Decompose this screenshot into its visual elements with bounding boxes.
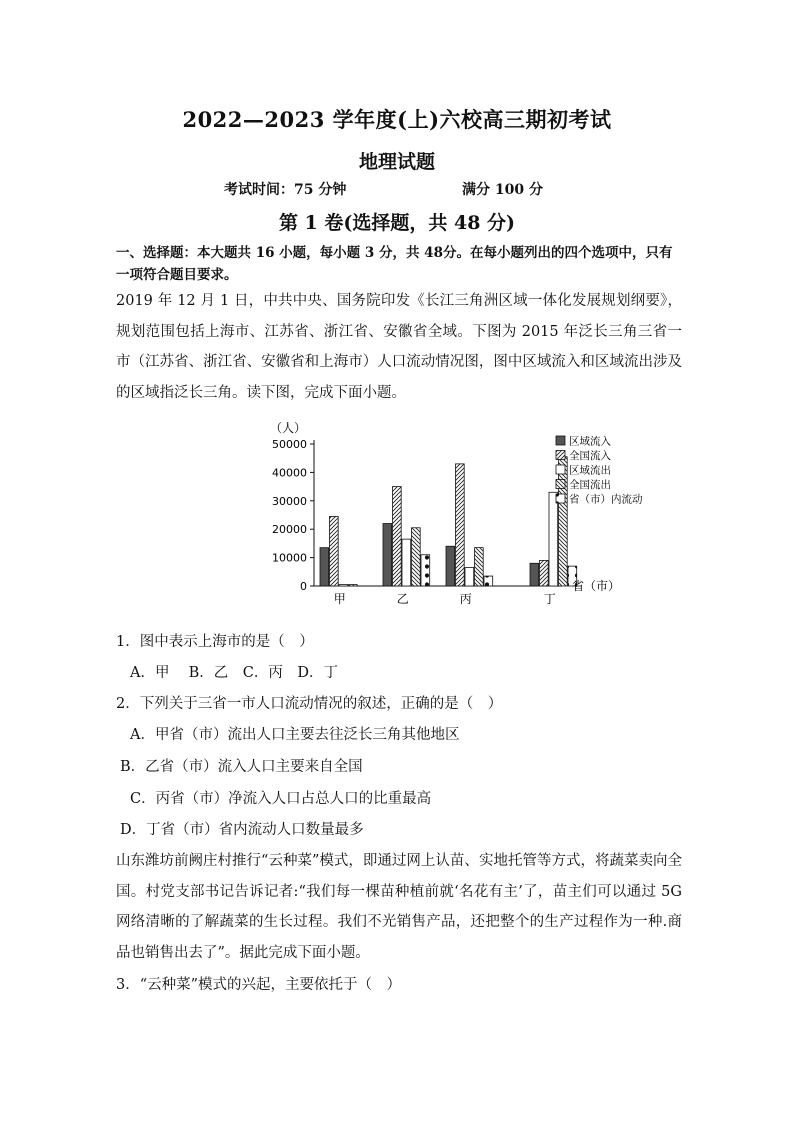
legend-swatch xyxy=(556,436,565,445)
legend-swatch xyxy=(556,465,565,474)
question-2-option-a: A．甲省（市）流出人口主要去往泛长三角其他地区 xyxy=(130,727,460,743)
x-axis-label: 省（市） xyxy=(572,579,621,593)
y-axis-label: （人） xyxy=(270,421,307,435)
bar-丁-2 xyxy=(549,492,558,586)
question-1-stem: 1．图中表示上海市的是（ ） xyxy=(116,634,314,650)
bar-丙-3 xyxy=(475,548,484,586)
x-tick-label: 乙 xyxy=(396,592,409,606)
y-tick-label: 20000 xyxy=(272,523,307,537)
legend-label: 全国流出 xyxy=(569,479,611,491)
bar-甲-0 xyxy=(320,548,329,586)
legend-swatch xyxy=(556,451,565,460)
bar-丙-1 xyxy=(456,464,465,586)
bar-丙-0 xyxy=(446,546,455,586)
bar-甲-2 xyxy=(339,585,348,586)
y-tick-label: 30000 xyxy=(272,494,307,508)
question-3-stem: 3．“云种菜”模式的兴起，主要依托于（ ） xyxy=(116,977,402,993)
y-tick-label: 0 xyxy=(300,580,307,593)
y-tick-label: 10000 xyxy=(272,551,307,565)
bar-乙-3 xyxy=(412,528,421,586)
chart-svg xyxy=(262,418,662,618)
x-tick-label: 甲 xyxy=(333,592,346,606)
y-tick-label: 40000 xyxy=(272,466,307,480)
subject-title: 地理试题 xyxy=(358,151,435,173)
x-tick-label: 丁 xyxy=(543,592,556,606)
legend-swatch xyxy=(556,494,565,503)
bar-乙-4 xyxy=(421,555,430,586)
x-tick-label: 丙 xyxy=(459,592,472,606)
bar-丁-3 xyxy=(559,457,568,586)
passage-1: 2019 年 12 月 1 日，中共中央、国务院印发《长江三角洲区域一体化发展规划纲要》，规划范围包括上海市、江苏省、浙江省、安徽省全域。下图为 2015 年泛长三角三省一市（江苏省、浙江省、安徽省和上海市）人口流动情况图，图中区域流入和区域流出涉及的区域指泛长三角。读下图，完成下面小题。 xyxy=(116,293,682,401)
bar-丁-0 xyxy=(530,563,539,586)
question-2-stem: 2．下列关于三省一市人口流动情况的叙述，正确的是（ ） xyxy=(116,696,503,712)
bar-乙-0 xyxy=(383,524,392,586)
exam-time: 考试时间：75 分钟 xyxy=(224,182,347,198)
part-title: 第 1 卷(选择题，共 48 分) xyxy=(278,212,516,234)
exam-title: 2022—2023 学年度(上)六校高三期初考试 xyxy=(182,107,612,132)
bar-丙-2 xyxy=(465,568,474,586)
bar-甲-1 xyxy=(330,516,339,586)
bar-乙-1 xyxy=(393,487,402,586)
legend-label: 省（市）内流动 xyxy=(569,493,643,506)
section-instruction: 一、选择题：本大题共 16 小题，每小题 3 分，共 48分。在每小题列出的四个选项中，只有一项符合题目要求。 xyxy=(116,245,673,283)
legend-label: 区域流入 xyxy=(569,435,611,448)
question-2-option-c: C．丙省（市）净流入人口占总人口的比重最高 xyxy=(130,791,432,807)
bar-甲-3 xyxy=(349,585,358,586)
passage-2: 山东潍坊前阙庄村推行“云种菜”模式，即通过网上认苗、实地托管等方式，将蔬菜卖向全国。村党支部书记告诉记者:“我们每一棵苗种植前就‘名花有主’了，苗主们可以通过 5G 网络清晰的了解蔬菜的生长过程。我们不光销售产品，还把整个的生产过程作为一种.商品也销售出去了”。据此完成下面小题。 xyxy=(116,853,682,961)
legend-label: 区域流出 xyxy=(569,464,611,477)
bar-丙-4 xyxy=(484,576,493,586)
population-flow-chart xyxy=(262,418,662,618)
bar-丁-1 xyxy=(540,560,549,586)
question-2-option-d: D．丁省（市）省内流动人口数量最多 xyxy=(120,822,364,838)
question-1-options: A．甲 B．乙 C．丙 D．丁 xyxy=(130,665,338,681)
full-score: 满分 100 分 xyxy=(462,182,543,198)
y-tick-label: 50000 xyxy=(272,438,307,451)
question-2-option-b: B．乙省（市）流入人口主要来自全国 xyxy=(120,759,363,775)
bar-乙-2 xyxy=(402,539,411,586)
legend-label: 全国流入 xyxy=(569,450,611,462)
legend-swatch xyxy=(556,480,565,489)
